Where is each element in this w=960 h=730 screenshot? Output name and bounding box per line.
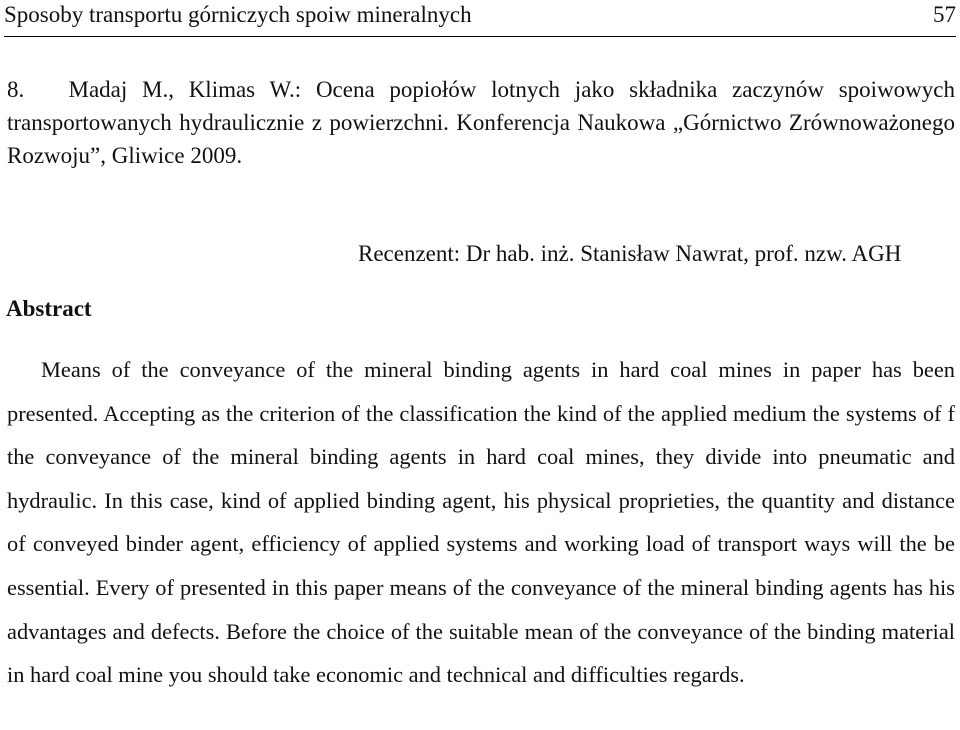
abstract-body [7, 348, 955, 697]
reference-text: 8. Madaj M., Klimas W.: Ocena popiołów lotnych jako składnika zaczynów spoiwowych transportowanych hydraulicznie z powierzchni. Konferencja Naukowa „Górnictwo Zrównoważonego Rozwoju”, Gliwice 2009. [7, 77, 955, 168]
abstract-paragraph: Means of the conveyance of the mineral binding agents in hard coal mines in paper has been presented. Accepting as the criterion of the classification the kind of the applied medium the systems of f the conveyance of the mineral binding agents in hard coal mines, they divide into pneumatic and hydraulic. In this case, kind of applied binding agent, his physical proprieties, the quantity and distance of conveyed binder agent, efficiency of applied systems and working load of transport ways will the be essential. Every of presented in this paper means of the conveyance of the mineral binding agents has his advantages and defects. Before the choice of the suitable mean of the conveyance of the binding material in hard coal mine you should take economic and technical and difficulties regards. [7, 357, 955, 688]
reference-entry [7, 73, 955, 172]
page-number: 57 [933, 2, 956, 27]
abstract-heading: Abstract [6, 296, 92, 321]
running-header [4, 0, 956, 37]
running-title: Sposoby transportu górniczych spoiw mineralnych [4, 2, 472, 27]
reviewer-line: Recenzent: Dr hab. inż. Stanisław Nawrat, prof. nzw. AGH [358, 241, 902, 266]
